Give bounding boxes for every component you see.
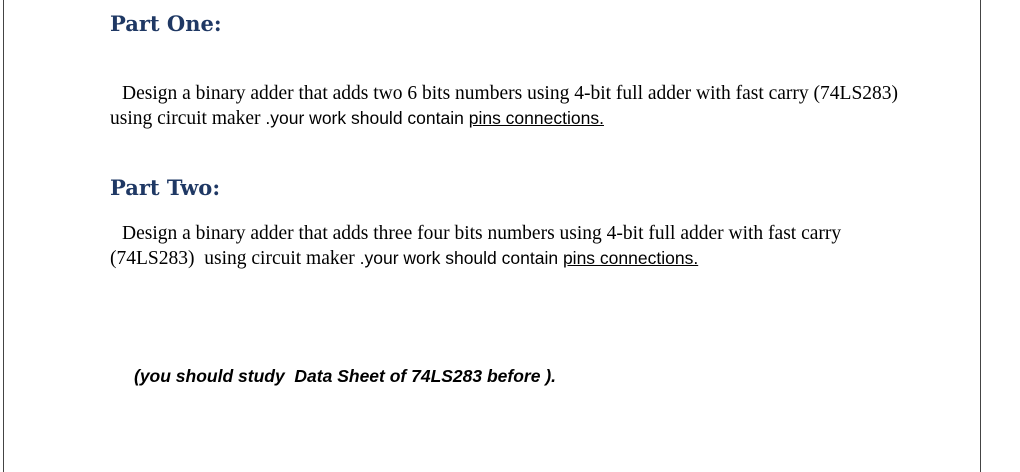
datasheet-note: (you should study Data Sheet of 74LS283 before ).	[134, 366, 557, 386]
part-one-line2-sans: .your work should contain	[260, 108, 469, 128]
part-two-heading: Part Two:	[110, 175, 221, 200]
part-one-line1: Design a binary adder that adds two 6 bits numbers using 4-bit full adder with fast carry (74LS283)	[122, 83, 899, 104]
part-two-pins-connections: pins connections.	[562, 248, 699, 268]
document-page	[3, 0, 981, 472]
part-one-line2-serif: using circuit maker	[110, 108, 261, 129]
part-two-line2-serif: (74LS283) using circuit maker	[110, 248, 355, 269]
part-two-paragraph	[110, 221, 970, 271]
part-two-line1: Design a binary adder that adds three four bits numbers using 4-bit full adder with fast carry	[122, 223, 842, 244]
part-one-heading: Part One:	[110, 11, 222, 36]
part-two-line2-sans: .your work should contain	[354, 248, 563, 268]
part-one-pins-connections: pins connections.	[468, 108, 604, 128]
part-one-paragraph	[110, 81, 970, 131]
